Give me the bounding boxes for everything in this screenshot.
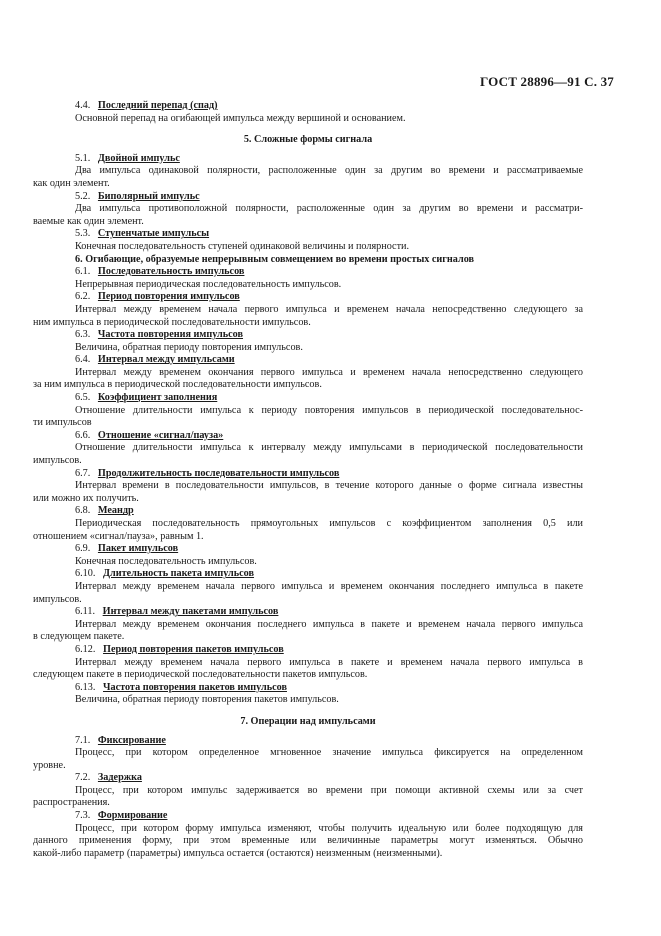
text-line: Интервал между временем начала первого импульса в пакете и временем начала первого импульса в: [75, 656, 583, 668]
clause-definition: [33, 442, 583, 467]
clause-number: 6.4.: [75, 354, 93, 366]
text-line: Конечная последовательность импульсов.: [75, 555, 257, 567]
clause-definition: [33, 518, 583, 543]
clause-definition: [33, 823, 583, 861]
text-line: отношением «сигнал/пауза», равным 1.: [33, 530, 204, 542]
clause-heading: [33, 430, 583, 443]
clause-title: Отношение «сигнал/пауза»: [97, 429, 224, 441]
text-line: Интервал между временем начала первого импульса и временем окончания последнего импульса в пакете: [75, 580, 583, 592]
clause-heading: [33, 568, 583, 581]
clause-definition: [33, 480, 583, 505]
text-line: импульсов.: [33, 455, 82, 467]
clause-number: 6.9.: [75, 543, 93, 555]
clause-heading: [33, 191, 583, 204]
clause-definition: [33, 367, 583, 392]
clause-title: Период повторения пакетов импульсов: [103, 643, 284, 655]
section-heading: 6. Огибающие, образуемые непрерывным совмещением во времени простых сигналов: [75, 253, 475, 265]
text-line: ти импульсов: [33, 417, 92, 429]
text-line: Интервал времени в последовательности импульсов, в течение которого данные о форме сигнала известны: [75, 480, 583, 492]
clause-number: 4.4.: [75, 100, 93, 111]
text-line: Интервал между временем окончания последнего импульса в пакете и временем начала первого импульса: [75, 618, 583, 630]
text-line: ним импульса в периодической последовательности импульсов.: [33, 316, 311, 328]
text-line: Отношение длительности импульса к интервалу между импульсами в периодической последовательности: [75, 442, 583, 454]
clause-definition: [33, 657, 583, 682]
clause-definition: [33, 279, 583, 292]
clause-definition: [33, 785, 583, 810]
clause-title: Ступенчатые импульсы: [97, 228, 210, 240]
clause-definition: [33, 556, 583, 569]
clause-heading: [33, 735, 583, 748]
clause-title: Формирование: [97, 810, 168, 822]
text-line: уровне.: [33, 759, 66, 771]
text-line: Конечная последовательность ступеней одинаковой величины и полярности.: [75, 240, 410, 252]
text-line: импульсов.: [33, 593, 82, 605]
clause-definition: [33, 113, 583, 126]
clause-heading: [33, 329, 583, 342]
text-line: какой-либо параметр (параметры) импульса остается (остаются) неизменным (неизменными).: [33, 847, 443, 859]
clause-number: 6.13.: [75, 681, 98, 693]
clause-definition: [33, 241, 583, 254]
text-line: Процесс, при котором импульс задерживается во времени при помощи активной схемы или за счет: [75, 784, 583, 796]
clause-title: Интервал между пакетами импульсов: [102, 606, 279, 618]
clause-title: Коэффициент заполнения: [97, 392, 218, 404]
clause-definition: [33, 619, 583, 644]
clause-heading: [33, 291, 583, 304]
clause-title: Пакет импульсов: [97, 543, 179, 555]
clause-number: 6.2.: [75, 291, 93, 303]
text-line: в следующем пакете.: [33, 631, 125, 643]
clause-number: 6.3.: [75, 329, 93, 341]
clause-title: Биполярный импульс: [97, 190, 200, 202]
clause-number: 6.1.: [75, 266, 93, 278]
clause-number: 6.5.: [75, 392, 93, 404]
section-heading: 5. Сложные формы сигнала: [243, 134, 373, 146]
clause-title: Двойной импульс: [97, 152, 180, 164]
text-line: Процесс, при котором определенное мгновенное значение импульса фиксируется на определенном: [75, 747, 583, 759]
clause-title: Период повторения импульсов: [97, 291, 240, 303]
clause-heading: [33, 810, 583, 823]
clause-title: Длительность пакета импульсов: [103, 568, 255, 580]
clause-definition: [33, 304, 583, 329]
clause-heading: [33, 468, 583, 481]
clause-definition: [33, 694, 583, 707]
clause-definition: [33, 165, 583, 190]
clause-definition: [33, 405, 583, 430]
page-header: ГОСТ 28896—91 С. 37: [480, 74, 614, 89]
clause-title: Продолжительность последовательности импульсов: [97, 467, 340, 479]
clause-title: Последний перепад (спад): [97, 100, 218, 111]
text-line: или можно их получить.: [33, 492, 139, 504]
text-line: Интервал между временем окончания первого импульса и временем начала непосредственно следующего: [75, 366, 583, 378]
clause-title: Меандр: [97, 505, 134, 517]
clause-heading: [33, 153, 583, 166]
clause-number: 6.11.: [75, 606, 98, 618]
clause-number: 7.2.: [75, 772, 93, 784]
clause-heading: [33, 606, 583, 619]
text-line: Процесс, при котором форму импульса изменяют, чтобы получить идеальную или более подходящую для: [75, 822, 583, 834]
clause-number: 7.3.: [75, 810, 93, 822]
text-line: Основной перепад на огибающей импульса между вершиной и основанием.: [75, 112, 406, 124]
clause-number: 6.12.: [75, 643, 98, 655]
clause-heading: [33, 228, 583, 241]
clause-heading: [33, 100, 583, 113]
text-line: следующем пакете в периодической последовательности пакетов импульсов.: [33, 669, 368, 681]
clause-definition: [33, 581, 583, 606]
clause-title: Интервал между импульсами: [97, 354, 235, 366]
clause-title: Частота повторения импульсов: [97, 329, 244, 341]
clause-number: 6.8.: [75, 505, 93, 517]
clause-title: Фиксирование: [97, 734, 166, 746]
section-heading: 7. Операции над импульсами: [240, 715, 376, 727]
text-line: Отношение длительности импульса к периоду повторения импульсов в периодической последовательнос-: [75, 404, 583, 416]
text-line: данного применения форму, при этом временные или величинные параметры могут изменяться. Обычно: [33, 835, 583, 847]
text-line: ваемые как один элемент.: [33, 215, 144, 227]
text-line: Интервал между временем начала первого импульса и временем начала непосредственно следующего за: [75, 303, 583, 315]
text-line: Два импульса противоположной полярности, расположенные один за другим во времени и рассматри-: [75, 203, 583, 215]
clause-definition: [33, 203, 583, 228]
clause-number: 5.1.: [75, 152, 93, 164]
text-line: как один элемент.: [33, 177, 110, 189]
clause-number: 5.3.: [75, 228, 93, 240]
text-line: Величина, обратная периоду повторения пакетов импульсов.: [75, 694, 339, 706]
text-line: Периодическая последовательность прямоугольных импульсов с коэффициентом заполнения 0,5 или: [75, 518, 583, 529]
clause-heading: [33, 644, 583, 657]
clause-number: 6.6.: [75, 429, 93, 441]
clause-heading: [33, 354, 583, 367]
clause-title: Последовательность импульсов: [97, 266, 245, 278]
text-line: Непрерывная периодическая последовательность импульсов.: [75, 278, 342, 290]
clause-definition: [33, 342, 583, 355]
text-line: Два импульса одинаковой полярности, расположенные один за другим во времени и рассматриваемые: [75, 165, 583, 177]
clause-number: 5.2.: [75, 190, 93, 202]
clause-number: 6.7.: [75, 467, 93, 479]
clause-heading: [33, 505, 583, 518]
document-body: [33, 100, 583, 860]
clause-definition: [33, 747, 583, 772]
clause-title: Частота повторения пакетов импульсов: [103, 681, 287, 693]
clause-heading: [33, 392, 583, 405]
clause-heading: [33, 266, 583, 279]
clause-title: Задержка: [97, 772, 142, 784]
clause-heading: [33, 682, 583, 695]
clause-number: 7.1.: [75, 734, 93, 746]
clause-heading: [33, 543, 583, 556]
text-line: за ним импульса в периодической последовательности импульсов.: [33, 379, 322, 391]
clause-number: 6.10.: [75, 568, 98, 580]
text-line: Величина, обратная периоду повторения импульсов.: [75, 341, 303, 353]
text-line: распространения.: [33, 797, 110, 809]
clause-heading: [33, 772, 583, 785]
